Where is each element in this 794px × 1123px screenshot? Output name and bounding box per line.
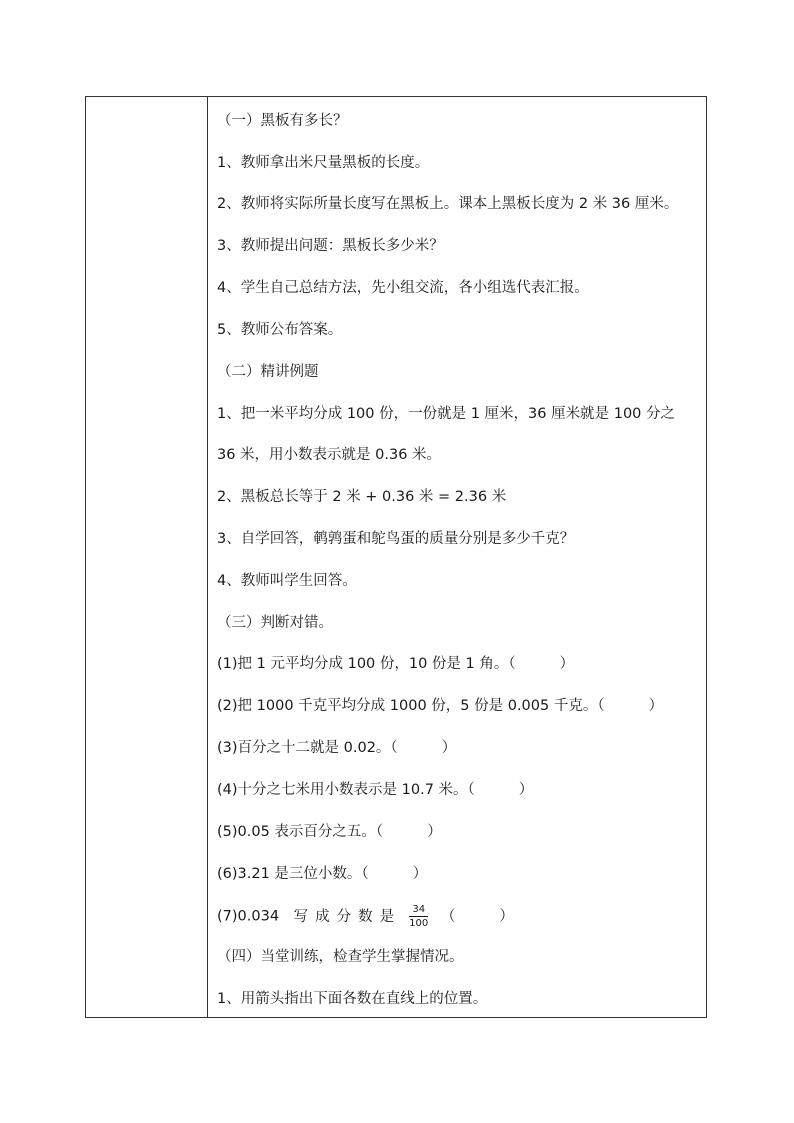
question-text: (1)把 1 元平均分成 100 份，10 份是 1 角。（ [217,656,516,672]
left-column-cell [86,97,207,1017]
lesson-table [85,96,707,1018]
fraction-numerator: 34 [409,904,428,917]
judgement-question [217,696,663,716]
section-2-item: 2、黑板总长等于 2 米 + 0.36 米 = 2.36 米 [217,489,507,505]
paren-close: ） [518,782,534,798]
paren-close: ） [441,740,457,756]
judgement-question [217,864,427,884]
question-prefix: (7)0.034 [217,908,280,925]
section-1-item: 1、教师拿出米尺量黑板的长度。 [217,155,430,171]
section-2-item: 1、把一米平均分成 100 份，一份就是 1 厘米，36 厘米就是 100 分之 [217,406,676,422]
section-2-title: （二）精讲例题 [217,364,319,380]
paren-close: ） [559,656,575,672]
section-1-title: （一）黑板有多长？ [217,113,348,129]
judgement-question-7 [217,904,514,929]
judgement-question [217,780,533,800]
paren-close: ） [499,908,514,925]
fraction-denominator: 100 [409,918,429,929]
paren-close: ） [412,866,428,882]
section-1-item: 4、学生自己总结方法，先小组交流，各小组选代表汇报。 [217,280,589,296]
section-4-item: 1、用箭头指出下面各数在直线上的位置。 [217,991,488,1007]
judgement-question [217,738,456,758]
paren-open: （ [440,908,456,925]
section-1-item: 2、教师将实际所量长度写在黑板上。课本上黑板长度为 2 米 36 厘米。 [217,196,679,212]
question-text: (4)十分之七米用小数表示是 10.7 米。（ [217,782,475,798]
question-text: (2)把 1000 千克平均分成 1000 份，5 份是 0.005 千克。（ [217,698,605,714]
section-4-title: （四）当堂训练，检查学生掌握情况。 [217,949,464,965]
paren-close: ） [648,698,664,714]
content-cell [208,97,706,1017]
question-text: (6)3.21 是三位小数。（ [217,866,369,882]
judgement-question [217,654,574,674]
question-text: (5)0.05 表示百分之五。（ [217,824,384,840]
section-2-item: 3、自学回答，鹌鹑蛋和鸵鸟蛋的质量分别是多少千克？ [217,531,575,547]
paren-close: ） [427,824,442,840]
section-2-item: 36 米，用小数表示就是 0.36 米。 [217,447,442,463]
judgement-question [217,822,442,842]
fraction [409,904,428,929]
section-3-title: （三）判断对错。 [217,615,333,631]
section-2-item: 4、教师叫学生回答。 [217,573,357,589]
section-1-item: 5、教师公布答案。 [217,322,343,338]
question-words: 写成分数是 [293,908,402,925]
question-text: (3)百分之十二就是 0.02。（ [217,740,398,756]
section-1-item: 3、教师提出问题：黑板长多少米？ [217,238,444,254]
